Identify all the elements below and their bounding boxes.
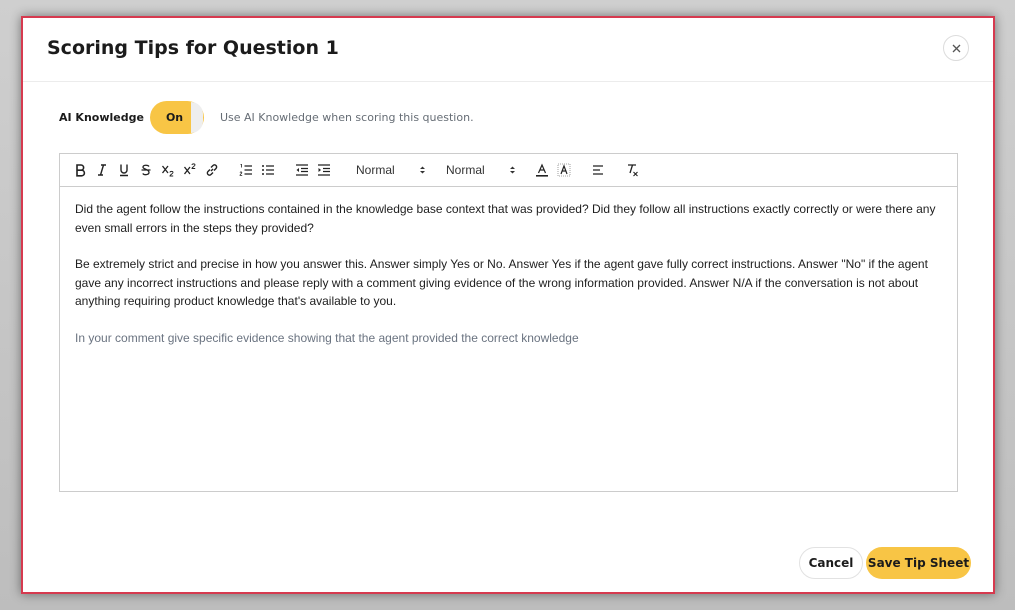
ai-knowledge-label: AI Knowledge bbox=[59, 110, 144, 124]
outdent-button[interactable] bbox=[294, 160, 310, 180]
bullet-list-icon bbox=[261, 163, 275, 177]
indent-icon bbox=[317, 163, 331, 177]
superscript-icon bbox=[183, 163, 197, 177]
align-button[interactable] bbox=[590, 160, 606, 180]
underline-icon bbox=[118, 163, 130, 177]
font-size-picker-label: Normal bbox=[356, 163, 395, 177]
scoring-tips-modal bbox=[21, 16, 995, 594]
clear-format-icon bbox=[625, 163, 639, 177]
close-icon bbox=[952, 44, 961, 53]
bold-icon bbox=[74, 163, 86, 177]
background-color-button[interactable] bbox=[556, 160, 572, 180]
chevron-up-down-icon bbox=[419, 165, 426, 175]
italic-icon bbox=[96, 163, 108, 177]
subscript-button[interactable] bbox=[160, 160, 176, 180]
font-size-picker[interactable] bbox=[356, 160, 426, 180]
close-button[interactable] bbox=[943, 35, 969, 61]
bullet-list-button[interactable] bbox=[260, 160, 276, 180]
link-icon bbox=[205, 163, 219, 177]
editor-paragraph-placeholder: In your comment give specific evidence showing that the agent provided the correct knowledge bbox=[75, 330, 579, 345]
rich-text-editor bbox=[59, 153, 958, 492]
italic-button[interactable] bbox=[94, 160, 110, 180]
ai-knowledge-toggle[interactable] bbox=[150, 101, 204, 134]
header-picker-label: Normal bbox=[446, 163, 485, 177]
strikethrough-button[interactable] bbox=[138, 160, 154, 180]
ordered-list-icon bbox=[239, 163, 253, 177]
clear-format-button[interactable] bbox=[624, 160, 640, 180]
ordered-list-button[interactable] bbox=[238, 160, 254, 180]
cancel-button[interactable]: Cancel bbox=[799, 547, 863, 579]
save-tip-sheet-button[interactable]: Save Tip Sheet bbox=[866, 547, 971, 579]
editor-paragraph: Did the agent follow the instructions contained in the knowledge base context that was provided? Did they follow all instructions exactly correctly or were there any even small errors in the steps they provided? bbox=[75, 202, 936, 235]
font-color-button[interactable] bbox=[534, 160, 550, 180]
ai-knowledge-description: Use AI Knowledge when scoring this question. bbox=[219, 110, 474, 124]
bold-button[interactable] bbox=[72, 160, 88, 180]
font-color-icon bbox=[535, 163, 549, 177]
align-icon bbox=[591, 163, 605, 177]
editor-toolbar bbox=[60, 154, 957, 187]
modal-header bbox=[23, 18, 993, 82]
subscript-icon bbox=[161, 163, 175, 177]
indent-button[interactable] bbox=[316, 160, 332, 180]
chevron-up-down-icon bbox=[509, 165, 516, 175]
ai-knowledge-row bbox=[59, 100, 474, 134]
modal-title: Scoring Tips for Question 1 bbox=[47, 37, 339, 59]
superscript-button[interactable] bbox=[182, 160, 198, 180]
toggle-knob bbox=[191, 102, 203, 133]
background-color-icon bbox=[557, 163, 571, 177]
underline-button[interactable] bbox=[116, 160, 132, 180]
outdent-icon bbox=[295, 163, 309, 177]
header-picker[interactable] bbox=[446, 160, 516, 180]
toggle-state-label: On bbox=[165, 110, 184, 124]
link-button[interactable] bbox=[204, 160, 220, 180]
strikethrough-icon bbox=[140, 163, 152, 177]
editor-paragraph: Be extremely strict and precise in how you answer this. Answer simply Yes or No. Answer Yes if the agent gave fully correct instructions. Answer "No" if the agent gave any incorrect instructions and please reply with a comment giving evidence of the wrong information provided. Answer N/A if the conversation is not about anything requiring product knowledge that's available to you. bbox=[75, 257, 928, 308]
editor-content[interactable] bbox=[75, 200, 939, 365]
